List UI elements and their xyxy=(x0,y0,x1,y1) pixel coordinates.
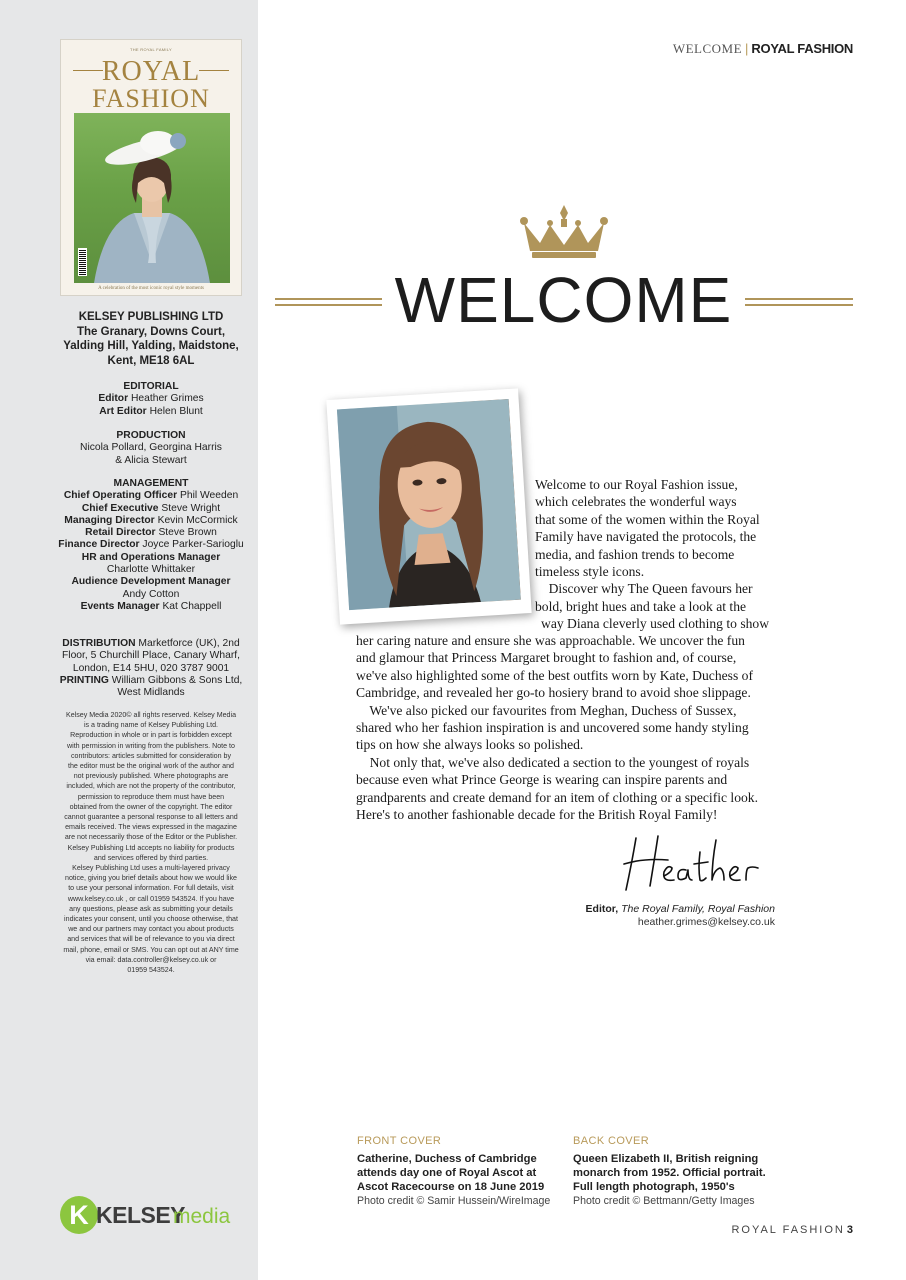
legal-line: Kelsey Media 2020© all rights reserved. Kelsey Media xyxy=(65,711,237,719)
role-label: Audience Development Manager xyxy=(71,576,231,588)
management-credits xyxy=(52,478,250,613)
front-cover-photo-credit: Photo credit © Samir Hussein/WireImage xyxy=(357,1195,551,1207)
letter-line: Not only that, we've also dedicated a section to the youngest of royals xyxy=(356,754,750,770)
role-label: Chief Operating Officer xyxy=(63,490,178,502)
letter-line: bold, bright hues and take a look at the xyxy=(535,598,747,614)
credit-line xyxy=(52,515,250,527)
back-cover-label: BACK COVER xyxy=(573,1135,650,1147)
legal-line: any questions, please ask as submitting your details xyxy=(69,904,233,913)
legal-line: cannot guarantee a personal response to all letters and xyxy=(64,813,238,822)
page-title: WELCOME xyxy=(394,264,733,336)
letter-intro xyxy=(535,476,800,633)
cover-kicker: THE ROYAL FAMILY xyxy=(129,47,173,52)
header-separator: | xyxy=(745,41,749,56)
publisher-line: The Granary, Downs Court, xyxy=(76,325,226,338)
role-name: Helen Blunt xyxy=(149,405,203,417)
barcode xyxy=(78,248,87,276)
role-name: Joyce Parker-Sarioglu xyxy=(142,539,244,551)
editor-signature xyxy=(620,832,780,898)
credit-line xyxy=(52,539,250,551)
cover-title-royal: ROYAL xyxy=(101,56,201,87)
editor-portrait xyxy=(337,399,521,610)
page-footer xyxy=(731,1224,853,1236)
letter-line: because even what Prince George is wearing can inspire parents and xyxy=(356,772,728,788)
legal-line: 01959 543524. xyxy=(127,966,175,975)
kelsey-wordmark: KELSEY xyxy=(96,1202,186,1228)
legal-line: contributors: articles submitted for consideration by xyxy=(70,751,232,760)
kelsey-k-icon: K xyxy=(60,1196,98,1234)
editor-title xyxy=(586,903,775,915)
distribution-line: Marketforce (UK), 2nd xyxy=(138,638,240,649)
production-credits xyxy=(52,430,250,467)
letter-line: and glamour that Princess Margaret brought to fashion and, of course, xyxy=(356,650,737,666)
back-cover-credit xyxy=(573,1135,773,1208)
role-name: Heather Grimes xyxy=(130,393,204,405)
legal-line: via email: data.controller@kelsey.co.uk or xyxy=(85,955,217,964)
front-cover-label: FRONT COVER xyxy=(357,1135,442,1147)
editor-publication: The Royal Family, Royal Fashion xyxy=(621,903,775,915)
cover-photo-duchess xyxy=(74,113,230,283)
publisher-line: Kent, ME18 6AL xyxy=(107,354,195,367)
front-cover-credit xyxy=(357,1135,557,1208)
role-label: Art Editor xyxy=(99,405,147,417)
page-number: 3 xyxy=(846,1224,853,1236)
distribution-line: Floor, 5 Churchill Place, Canary Wharf, xyxy=(62,650,240,662)
role-label: HR and Operations Manager xyxy=(81,551,221,563)
letter-line: Cambridge, and revealed her go-to hosiery brand to avoid shoe slippage. xyxy=(356,685,751,701)
legal-line: we and our partners may contact you about products xyxy=(68,925,234,934)
sidebar xyxy=(0,0,258,1280)
back-cover-desc: Full length photograph, 1950's xyxy=(573,1181,735,1193)
credit-line xyxy=(52,601,250,613)
legal-line: not previously published. Where photographs are xyxy=(73,772,229,781)
cover-portrait-illustration xyxy=(74,113,230,283)
cover-caption: A celebration of the most iconic royal style moments xyxy=(98,286,204,291)
distribution-label: DISTRIBUTION xyxy=(62,638,136,649)
media-wordmark: media xyxy=(173,1205,231,1228)
legal-line: mail, phone, email or SMS. You can opt out at ANY time xyxy=(63,945,239,954)
role-label: Chief Executive xyxy=(81,502,159,514)
letter-line: which celebrates the wonderful ways xyxy=(535,494,737,510)
legal-line: obtained from the owner of the copyright. The editor xyxy=(69,802,233,811)
back-cover-photo-credit: Photo credit © Bettmann/Getty Images xyxy=(573,1195,755,1207)
role-name: Kat Chappell xyxy=(162,600,222,612)
legal-line: permission to reproduce them must have been xyxy=(77,792,225,801)
production-line: Nicola Pollard, Georgina Harris xyxy=(80,442,222,454)
letter-line: timeless style icons. xyxy=(535,564,645,580)
legal-line: indicates your consent, until you choose otherwise, that xyxy=(64,915,238,924)
production-heading: PRODUCTION xyxy=(116,430,186,441)
letter-line: tips on how she always looks so polished. xyxy=(356,737,584,753)
credit-line xyxy=(52,564,250,576)
role-label: Finance Director xyxy=(58,539,140,551)
credit-line xyxy=(52,589,250,601)
credit-line xyxy=(52,552,250,564)
title-rule-left xyxy=(275,298,382,306)
front-cover-desc: attends day one of Royal Ascot at xyxy=(357,1167,537,1179)
running-header xyxy=(673,41,853,57)
footer-publication: ROYAL FASHION xyxy=(731,1224,845,1236)
editor-role: Editor, xyxy=(585,903,619,915)
legal-notice xyxy=(52,710,250,975)
printing-line: William Gibbons & Sons Ltd, xyxy=(111,674,243,686)
legal-line: emails received. The views expressed in the magazine xyxy=(65,823,237,832)
credit-line xyxy=(52,576,250,588)
distribution-line: London, E14 5HU, 020 3787 9001 xyxy=(72,662,230,674)
front-cover-desc: Ascot Racecourse on 18 June 2019 xyxy=(357,1181,545,1193)
printing-label: PRINTING xyxy=(59,674,109,686)
credit-line xyxy=(52,406,250,418)
credit-line xyxy=(52,503,250,515)
editorial-credits xyxy=(52,381,250,418)
role-name: Phil Weeden xyxy=(179,490,239,502)
editor-email-link[interactable]: heather.grimes@kelsey.co.uk xyxy=(637,916,775,928)
credit-line xyxy=(52,527,250,539)
credit-line xyxy=(52,393,250,405)
role-name: Steve Wright xyxy=(161,502,221,514)
role-label: Events Manager xyxy=(80,600,160,612)
letter-body xyxy=(356,632,802,823)
letter-line: that some of the women within the Royal xyxy=(535,511,760,527)
role-name: Kevin McCormick xyxy=(157,514,238,526)
legal-line: to use your personal information. For full details, visit xyxy=(68,884,234,893)
crown-icon xyxy=(520,203,608,259)
legal-line: www.kelsey.co.uk , or call 01959 543524. If you have xyxy=(67,894,235,903)
role-name: Steve Brown xyxy=(158,527,217,539)
legal-line: Reproduction in whole or in part is forbidden except xyxy=(70,731,232,740)
distribution-credits xyxy=(52,638,250,699)
letter-line: Discover why The Queen favours her xyxy=(535,581,753,597)
letter-line: her caring nature and ensure she was approachable. We uncover the fun xyxy=(356,633,745,648)
legal-line: are not necessarily those of the Editor or the Publisher. xyxy=(64,833,238,842)
back-cover-desc: Queen Elizabeth II, British reigning xyxy=(573,1153,759,1165)
role-label: Editor xyxy=(98,393,129,405)
letter-line: way Diana cleverly used clothing to show xyxy=(541,616,770,632)
letter-line: shared who her fashion inspiration is and uncovered some handy styling xyxy=(356,720,749,736)
production-line: & Alicia Stewart xyxy=(115,454,187,466)
letter-line: we've also highlighted some of the best outfits worn by Kate, Duchess of xyxy=(356,667,753,683)
credit-line xyxy=(52,490,250,502)
role-label: Retail Director xyxy=(85,527,156,539)
header-publication: ROYAL FASHION xyxy=(751,41,853,56)
magazine-cover-thumbnail xyxy=(60,39,242,296)
publisher-address xyxy=(52,310,250,368)
editorial-heading: EDITORIAL xyxy=(123,381,179,392)
front-cover-desc: Catherine, Duchess of Cambridge xyxy=(357,1153,537,1165)
publisher-line: KELSEY PUBLISHING LTD xyxy=(78,311,224,323)
letter-line: Welcome to our Royal Fashion issue, xyxy=(535,477,738,492)
back-cover-desc: monarch from 1952. Official portrait. xyxy=(573,1167,766,1179)
editor-portrait-illustration xyxy=(337,399,521,610)
role-name: Charlotte Whittaker xyxy=(106,564,196,576)
letter-line: We've also picked our favourites from Meghan, Duchess of Sussex, xyxy=(356,702,737,718)
title-rule-right xyxy=(745,298,853,306)
letter-line: grandparents and create demand for an item of clothing or a specific look. xyxy=(356,789,758,805)
kelsey-media-logo[interactable] xyxy=(60,1196,240,1234)
management-heading: MANAGEMENT xyxy=(113,478,189,489)
letter-line: Family have navigated the protocols, the xyxy=(535,529,757,545)
legal-line: is a trading name of Kelsey Publishing Ltd. xyxy=(83,721,219,730)
letter-line: Here's to another fashionable decade for the British Royal Family! xyxy=(356,807,718,823)
legal-line: and services that will be of relevance to you via direct xyxy=(67,935,235,944)
role-name: Andy Cotton xyxy=(122,588,180,600)
cover-title-fashion: FASHION xyxy=(92,84,210,113)
legal-line: included, which are not the property of the contributor, xyxy=(66,782,236,791)
legal-line: the editor must be the original work of the author and xyxy=(67,762,234,771)
legal-line: Kelsey Publishing Ltd accepts no liability for products xyxy=(67,843,235,852)
legal-line: and services offered by third parties. xyxy=(93,853,209,862)
role-label: Managing Director xyxy=(64,514,155,526)
legal-line: notice, giving you brief details about how we would like xyxy=(65,874,237,883)
printing-line: West Midlands xyxy=(117,687,185,699)
letter-line: media, and fashion trends to become xyxy=(535,546,735,562)
editor-photo-frame xyxy=(326,388,531,624)
header-section: WELCOME xyxy=(672,41,743,56)
legal-line: Kelsey Publishing Ltd uses a multi-layered privacy xyxy=(72,864,230,873)
legal-line: with permission in writing from the publishers. Note to xyxy=(67,741,235,750)
publisher-line: Yalding Hill, Yalding, Maidstone, xyxy=(63,340,239,353)
